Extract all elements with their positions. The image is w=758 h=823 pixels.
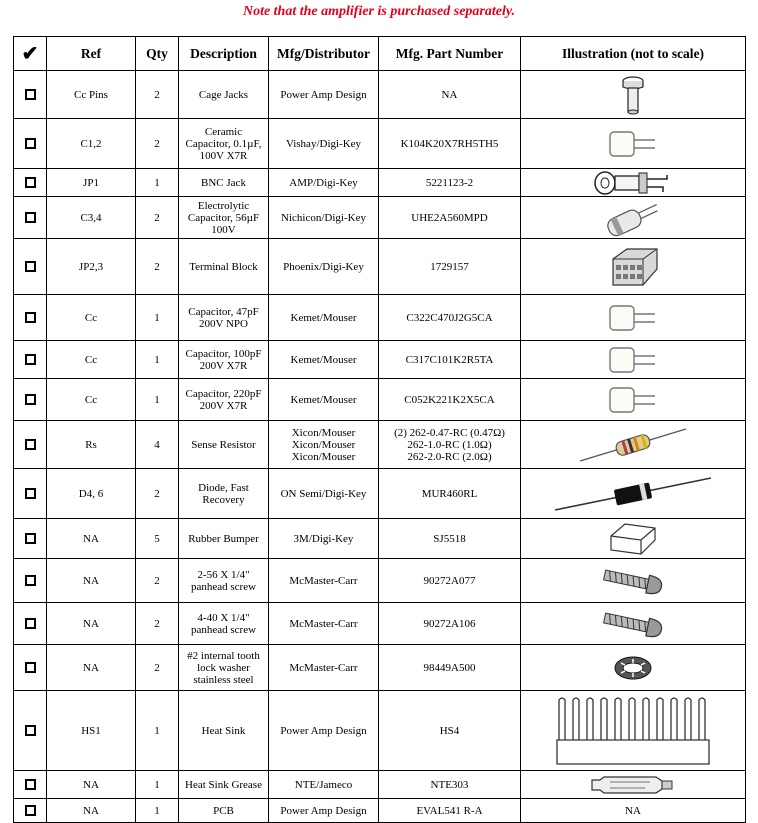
part-cell: [379, 421, 521, 469]
part-cell-line: 90272A106: [423, 617, 476, 630]
mfg-cell: [269, 239, 379, 295]
ref-cell: NA: [47, 519, 136, 559]
mfg-cell-line: AMP/Digi-Key: [289, 176, 358, 189]
qty-cell: 2: [136, 197, 179, 239]
part-cell: [379, 341, 521, 379]
description-cell-line: Capacitor, 220pF: [185, 387, 262, 400]
description-cell-line: panhead screw: [190, 580, 257, 593]
description-cell: [179, 119, 269, 169]
qty-cell: 2: [136, 603, 179, 645]
check-cell: [14, 603, 47, 645]
ref-cell: JP1: [47, 169, 136, 197]
description-cell: [179, 421, 269, 469]
grease-tube-icon: [524, 773, 742, 797]
part-cell-line: 98449A500: [423, 661, 476, 674]
qty-cell: 1: [136, 771, 179, 799]
ref-cell: HS1: [47, 691, 136, 771]
table-row: [14, 169, 746, 197]
mfg-cell-line: Power Amp Design: [280, 804, 367, 817]
part-cell-line: 1729157: [430, 260, 469, 273]
part-cell: [379, 645, 521, 691]
description-cell: [179, 341, 269, 379]
mfg-cell-line: 3M/Digi-Key: [293, 532, 354, 545]
table-header-row: [14, 37, 746, 71]
part-cell-line: 5221123-2: [425, 176, 474, 189]
description-cell: [179, 379, 269, 421]
mfg-header: Mfg/Distributor: [269, 37, 379, 71]
description-cell-line: PCB: [213, 804, 234, 817]
part-cell: [379, 691, 521, 771]
row-checkbox[interactable]: [25, 488, 36, 499]
table-row: [14, 469, 746, 519]
part-cell-line: NA: [441, 88, 458, 101]
part-cell-line: UHE2A560MPD: [411, 211, 488, 224]
mfg-cell: [269, 71, 379, 119]
table-row: [14, 197, 746, 239]
mfg-cell-line: ON Semi/Digi-Key: [280, 487, 367, 500]
bnc-jack-icon: [524, 170, 742, 196]
row-checkbox[interactable]: [25, 138, 36, 149]
table-row: [14, 379, 746, 421]
part-cell-line: SJ5518: [433, 532, 466, 545]
ref-cell: Rs: [47, 421, 136, 469]
description-cell-line: 100V X7R: [199, 149, 248, 162]
ref-cell: Cc: [47, 341, 136, 379]
illustration-cell: [521, 421, 746, 469]
qty-cell: 1: [136, 169, 179, 197]
mfg-cell: [269, 197, 379, 239]
mfg-cell-line: NTE/Jameco: [294, 778, 353, 791]
part-cell: [379, 519, 521, 559]
illustration-cell: [521, 341, 746, 379]
qty-cell: 1: [136, 295, 179, 341]
row-checkbox[interactable]: [25, 354, 36, 365]
mfg-cell-line: Kemet/Mouser: [290, 353, 357, 366]
check-cell: [14, 379, 47, 421]
ref-header: Ref: [47, 37, 136, 71]
mfg-cell: [269, 295, 379, 341]
ref-cell: NA: [47, 645, 136, 691]
cage-jack-icon: [524, 75, 742, 115]
row-checkbox[interactable]: [25, 394, 36, 405]
row-checkbox[interactable]: [25, 779, 36, 790]
illustration-cell: [521, 645, 746, 691]
diode-icon: [524, 474, 742, 514]
description-cell-line: Sense Resistor: [191, 438, 256, 451]
mfg-cell-line: Power Amp Design: [280, 724, 367, 737]
description-cell-line: Heat Sink Grease: [185, 778, 262, 791]
check-cell: [14, 197, 47, 239]
illustration-cell: [521, 519, 746, 559]
part-header: Mfg. Part Number: [379, 37, 521, 71]
mfg-cell-line: McMaster-Carr: [289, 661, 358, 674]
mfg-cell: [269, 469, 379, 519]
check-cell: [14, 469, 47, 519]
qty-cell: 4: [136, 421, 179, 469]
ref-cell: D4, 6: [47, 469, 136, 519]
ref-cell: NA: [47, 799, 136, 823]
screw-icon: [524, 566, 742, 596]
part-cell-line: EVAL541 R-A: [416, 804, 483, 817]
heat-sink-icon: [524, 694, 742, 768]
mfg-cell-line: Vishay/Digi-Key: [285, 137, 362, 150]
part-cell: [379, 119, 521, 169]
description-header: Description: [179, 37, 269, 71]
mfg-cell-line: Xicon/Mouser: [291, 438, 356, 451]
description-cell-line: 200V X7R: [199, 359, 248, 372]
row-checkbox[interactable]: [25, 177, 36, 188]
qty-cell: 2: [136, 119, 179, 169]
part-cell: [379, 469, 521, 519]
illustration-cell: [521, 469, 746, 519]
table-row: [14, 341, 746, 379]
qty-cell: 1: [136, 379, 179, 421]
electrolytic-capacitor-icon: [524, 198, 742, 238]
table-row: [14, 71, 746, 119]
mfg-cell: [269, 691, 379, 771]
description-cell: [179, 603, 269, 645]
check-cell: [14, 239, 47, 295]
ref-cell: JP2,3: [47, 239, 136, 295]
mfg-cell-line: Xicon/Mouser: [291, 426, 356, 439]
part-cell-line: NTE303: [430, 778, 469, 791]
mfg-cell: [269, 799, 379, 823]
illustration-cell: NA: [521, 799, 746, 823]
table-row: [14, 645, 746, 691]
mfg-cell: [269, 341, 379, 379]
part-cell: [379, 239, 521, 295]
mfg-cell-line: Phoenix/Digi-Key: [283, 260, 364, 273]
part-cell: [379, 603, 521, 645]
check-cell: [14, 799, 47, 823]
resistor-icon: [524, 425, 742, 465]
description-cell: [179, 197, 269, 239]
mfg-cell: [269, 379, 379, 421]
part-cell-line: 90272A077: [423, 574, 476, 587]
part-cell-line: 262-2.0-RC (2.0Ω): [407, 450, 492, 463]
check-cell: [14, 559, 47, 603]
description-cell-line: Rubber Bumper: [188, 532, 259, 545]
qty-cell: 1: [136, 799, 179, 823]
row-checkbox[interactable]: [25, 212, 36, 223]
description-cell-line: Terminal Block: [189, 260, 258, 273]
mfg-cell-line: Power Amp Design: [280, 88, 367, 101]
qty-cell: 1: [136, 691, 179, 771]
description-cell-line: 200V NPO: [198, 317, 248, 330]
description-cell: [179, 469, 269, 519]
description-cell: [179, 559, 269, 603]
table-row: [14, 519, 746, 559]
row-checkbox[interactable]: [25, 725, 36, 736]
ref-cell: NA: [47, 771, 136, 799]
terminal-block-icon: [524, 245, 742, 289]
part-cell: [379, 71, 521, 119]
table-row: [14, 691, 746, 771]
description-cell-line: Diode, Fast: [198, 481, 249, 494]
mfg-cell: [269, 519, 379, 559]
description-cell-line: 4-40 X 1/4": [197, 611, 250, 624]
description-cell-line: Recovery: [202, 493, 245, 506]
description-cell: [179, 771, 269, 799]
illustration-cell: [521, 119, 746, 169]
row-checkbox[interactable]: [25, 618, 36, 629]
description-cell-line: Capacitor, 56µF: [187, 211, 260, 224]
description-cell-line: 2-56 X 1/4": [197, 568, 250, 581]
part-cell-line: K104K20X7RH5TH5: [400, 137, 499, 150]
mfg-cell: [269, 119, 379, 169]
qty-header: Qty: [136, 37, 179, 71]
ceramic-capacitor-icon: [524, 345, 742, 375]
illustration-cell: [521, 239, 746, 295]
mfg-cell: [269, 603, 379, 645]
check-cell: [14, 421, 47, 469]
description-cell: [179, 295, 269, 341]
row-checkbox[interactable]: [25, 439, 36, 450]
description-cell-line: Cage Jacks: [198, 88, 249, 101]
note-text: Note that the amplifier is purchased separately.: [242, 4, 516, 19]
table-row: [14, 239, 746, 295]
description-cell-line: Capacitor, 100pF: [185, 347, 262, 360]
qty-cell: 2: [136, 469, 179, 519]
mfg-cell-line: Nichicon/Digi-Key: [281, 211, 366, 224]
qty-cell: 2: [136, 559, 179, 603]
part-cell: [379, 197, 521, 239]
check-cell: [14, 645, 47, 691]
ceramic-capacitor-icon: [524, 385, 742, 415]
description-cell-line: lock washer: [197, 661, 250, 674]
ref-cell: C3,4: [47, 197, 136, 239]
row-checkbox[interactable]: [25, 662, 36, 673]
row-checkbox[interactable]: [25, 533, 36, 544]
qty-cell: 1: [136, 341, 179, 379]
description-cell: [179, 71, 269, 119]
illustration-header: Illustration (not to scale): [521, 37, 746, 71]
description-cell-line: Electrolytic: [197, 199, 250, 212]
screw-icon: [524, 609, 742, 639]
ref-cell: NA: [47, 603, 136, 645]
check-cell: [14, 691, 47, 771]
row-checkbox[interactable]: [25, 805, 36, 816]
ref-cell: Cc: [47, 295, 136, 341]
mfg-cell: [269, 771, 379, 799]
description-cell-line: panhead screw: [190, 623, 257, 636]
parts-table: [13, 36, 746, 823]
part-cell-line: 262-1.0-RC (1.0Ω): [407, 438, 492, 451]
qty-cell: 2: [136, 645, 179, 691]
check-cell: [14, 295, 47, 341]
row-checkbox[interactable]: [25, 575, 36, 586]
table-row: [14, 771, 746, 799]
mfg-cell: [269, 169, 379, 197]
description-cell: [179, 169, 269, 197]
check-cell: [14, 341, 47, 379]
illustration-cell: [521, 691, 746, 771]
part-cell: [379, 169, 521, 197]
description-cell: [179, 691, 269, 771]
mfg-cell-line: Kemet/Mouser: [290, 393, 357, 406]
description-cell-line: #2 internal tooth: [187, 649, 260, 662]
table-row: [14, 421, 746, 469]
ceramic-capacitor-icon: [524, 129, 742, 159]
row-checkbox[interactable]: [25, 89, 36, 100]
illustration-cell: [521, 169, 746, 197]
mfg-cell-line: Kemet/Mouser: [290, 311, 357, 324]
ref-cell: Cc Pins: [47, 71, 136, 119]
mfg-cell: [269, 645, 379, 691]
qty-cell: 2: [136, 239, 179, 295]
check-cell: [14, 169, 47, 197]
part-cell-line: MUR460RL: [421, 487, 478, 500]
part-cell: [379, 559, 521, 603]
description-cell: [179, 239, 269, 295]
description-cell-line: Capacitor, 47pF: [188, 305, 259, 318]
illustration-cell: [521, 379, 746, 421]
description-cell-line: Heat Sink: [201, 724, 246, 737]
row-checkbox[interactable]: [25, 261, 36, 272]
illustration-cell: [521, 771, 746, 799]
illustration-cell: [521, 71, 746, 119]
table-row: [14, 799, 746, 823]
part-cell: [379, 799, 521, 823]
description-cell: [179, 645, 269, 691]
rubber-bumper-icon: [524, 522, 742, 556]
table-row: [14, 119, 746, 169]
mfg-cell: [269, 559, 379, 603]
part-cell: [379, 379, 521, 421]
check-cell: [14, 119, 47, 169]
ref-cell: C1,2: [47, 119, 136, 169]
check-cell: [14, 771, 47, 799]
table-row: [14, 559, 746, 603]
part-cell-line: (2) 262-0.47-RC (0.47Ω): [394, 426, 505, 439]
qty-cell: 5: [136, 519, 179, 559]
qty-cell: 2: [136, 71, 179, 119]
description-cell-line: 100V: [211, 223, 236, 236]
table-row: [14, 295, 746, 341]
description-cell-line: BNC Jack: [201, 176, 246, 189]
part-cell: [379, 295, 521, 341]
part-cell-line: HS4: [439, 724, 460, 737]
row-checkbox[interactable]: [25, 312, 36, 323]
description-cell-line: 200V X7R: [199, 399, 248, 412]
description-cell: [179, 799, 269, 823]
ref-cell: NA: [47, 559, 136, 603]
illustration-cell: [521, 559, 746, 603]
part-cell: [379, 771, 521, 799]
illustration-cell: [521, 295, 746, 341]
description-cell-line: stainless steel: [193, 673, 254, 686]
lock-washer-icon: [524, 655, 742, 681]
check-cell: [14, 71, 47, 119]
check-cell: [14, 519, 47, 559]
illustration-cell: [521, 197, 746, 239]
part-cell-line: C052K221K2X5CA: [404, 393, 495, 406]
mfg-cell: [269, 421, 379, 469]
mfg-cell-line: McMaster-Carr: [289, 574, 358, 587]
description-cell-line: Ceramic: [204, 125, 243, 138]
ceramic-capacitor-icon: [524, 303, 742, 333]
mfg-cell-line: McMaster-Carr: [289, 617, 358, 630]
ref-cell: Cc: [47, 379, 136, 421]
part-cell-line: C322C470J2G5CA: [406, 311, 493, 324]
table-row: [14, 603, 746, 645]
check-header: ✔: [14, 37, 47, 71]
mfg-cell-line: Xicon/Mouser: [291, 450, 356, 463]
description-cell-line: Capacitor, 0.1µF,: [185, 137, 262, 150]
illustration-cell: [521, 603, 746, 645]
part-cell-line: C317C101K2R5TA: [405, 353, 494, 366]
description-cell: [179, 519, 269, 559]
